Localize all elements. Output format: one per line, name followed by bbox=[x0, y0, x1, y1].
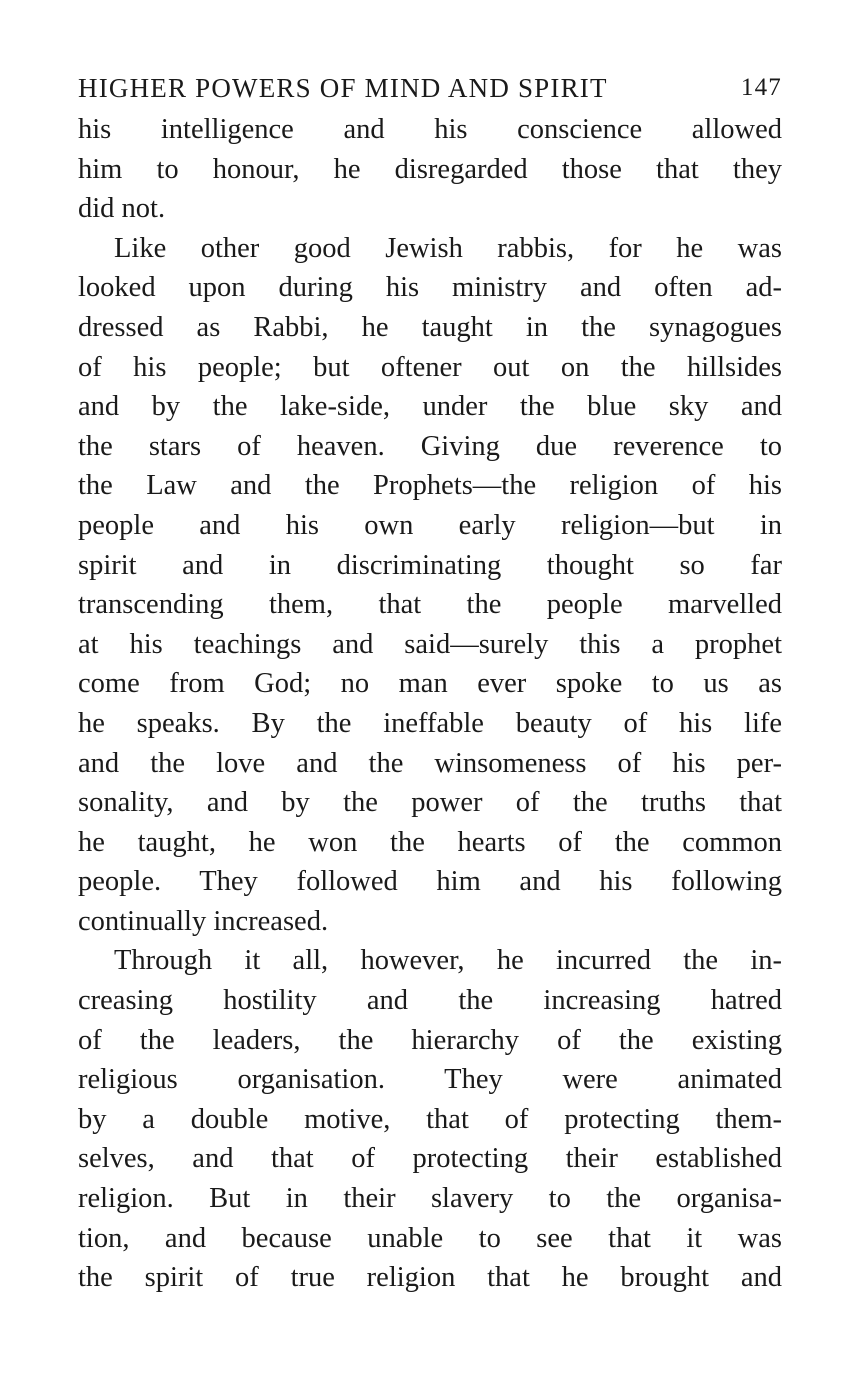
text-line: looked upon during his ministry and often ad- bbox=[78, 272, 782, 304]
text-line: he taught, he won the hearts of the common bbox=[78, 826, 782, 858]
text-line: spirit and in discriminating thought so far bbox=[78, 549, 782, 581]
text-line: people and his own early religion—but in bbox=[78, 509, 782, 541]
paragraph-1 bbox=[78, 110, 782, 229]
text-line: Like other good Jewish rabbis, for he was bbox=[114, 232, 782, 264]
text-line: of his people; but oftener out on the hillsides bbox=[78, 351, 782, 383]
text-line: transcending them, that the people marvelled bbox=[78, 589, 782, 621]
text-line: sonality, and by the power of the truths that bbox=[78, 787, 782, 819]
text-line: religious organisation. They were animated bbox=[78, 1064, 782, 1096]
text-line: come from God; no man ever spoke to us as bbox=[78, 668, 782, 700]
paragraph-2 bbox=[78, 229, 782, 942]
page-number: 147 bbox=[740, 74, 782, 101]
book-page bbox=[78, 66, 782, 1298]
text-line: the Law and the Prophets—the religion of his bbox=[78, 470, 782, 502]
paragraph-3 bbox=[78, 941, 782, 1297]
running-head-title: HIGHER POWERS OF MIND AND SPIRIT bbox=[78, 73, 608, 103]
text-line: he speaks. By the ineffable beauty of his life bbox=[78, 707, 782, 739]
text-line: Through it all, however, he incurred the in- bbox=[114, 945, 782, 977]
text-line: tion, and because unable to see that it was bbox=[78, 1222, 782, 1254]
text-line: continually increased. bbox=[78, 905, 329, 937]
text-line: of the leaders, the hierarchy of the existing bbox=[78, 1024, 782, 1056]
text-line: creasing hostility and the increasing hatred bbox=[78, 985, 782, 1017]
text-line: his intelligence and his conscience allowed bbox=[78, 114, 782, 145]
text-line: and the love and the winsomeness of his per- bbox=[78, 747, 782, 779]
text-line: by a double motive, that of protecting them- bbox=[78, 1103, 782, 1135]
text-line: selves, and that of protecting their established bbox=[78, 1143, 782, 1175]
running-head bbox=[78, 66, 782, 110]
text-line: did not. bbox=[78, 193, 166, 225]
text-line: the spirit of true religion that he brought and bbox=[78, 1262, 782, 1294]
text-line: at his teachings and said—surely this a prophet bbox=[78, 628, 782, 660]
text-line: religion. But in their slavery to the organisa- bbox=[78, 1183, 782, 1215]
text-line: the stars of heaven. Giving due reverence to bbox=[78, 430, 782, 462]
text-line: people. They followed him and his following bbox=[78, 866, 782, 898]
text-line: and by the lake-side, under the blue sky and bbox=[78, 391, 782, 423]
text-line: him to honour, he disregarded those that they bbox=[78, 153, 782, 185]
text-line: dressed as Rabbi, he taught in the synagogues bbox=[78, 311, 782, 343]
